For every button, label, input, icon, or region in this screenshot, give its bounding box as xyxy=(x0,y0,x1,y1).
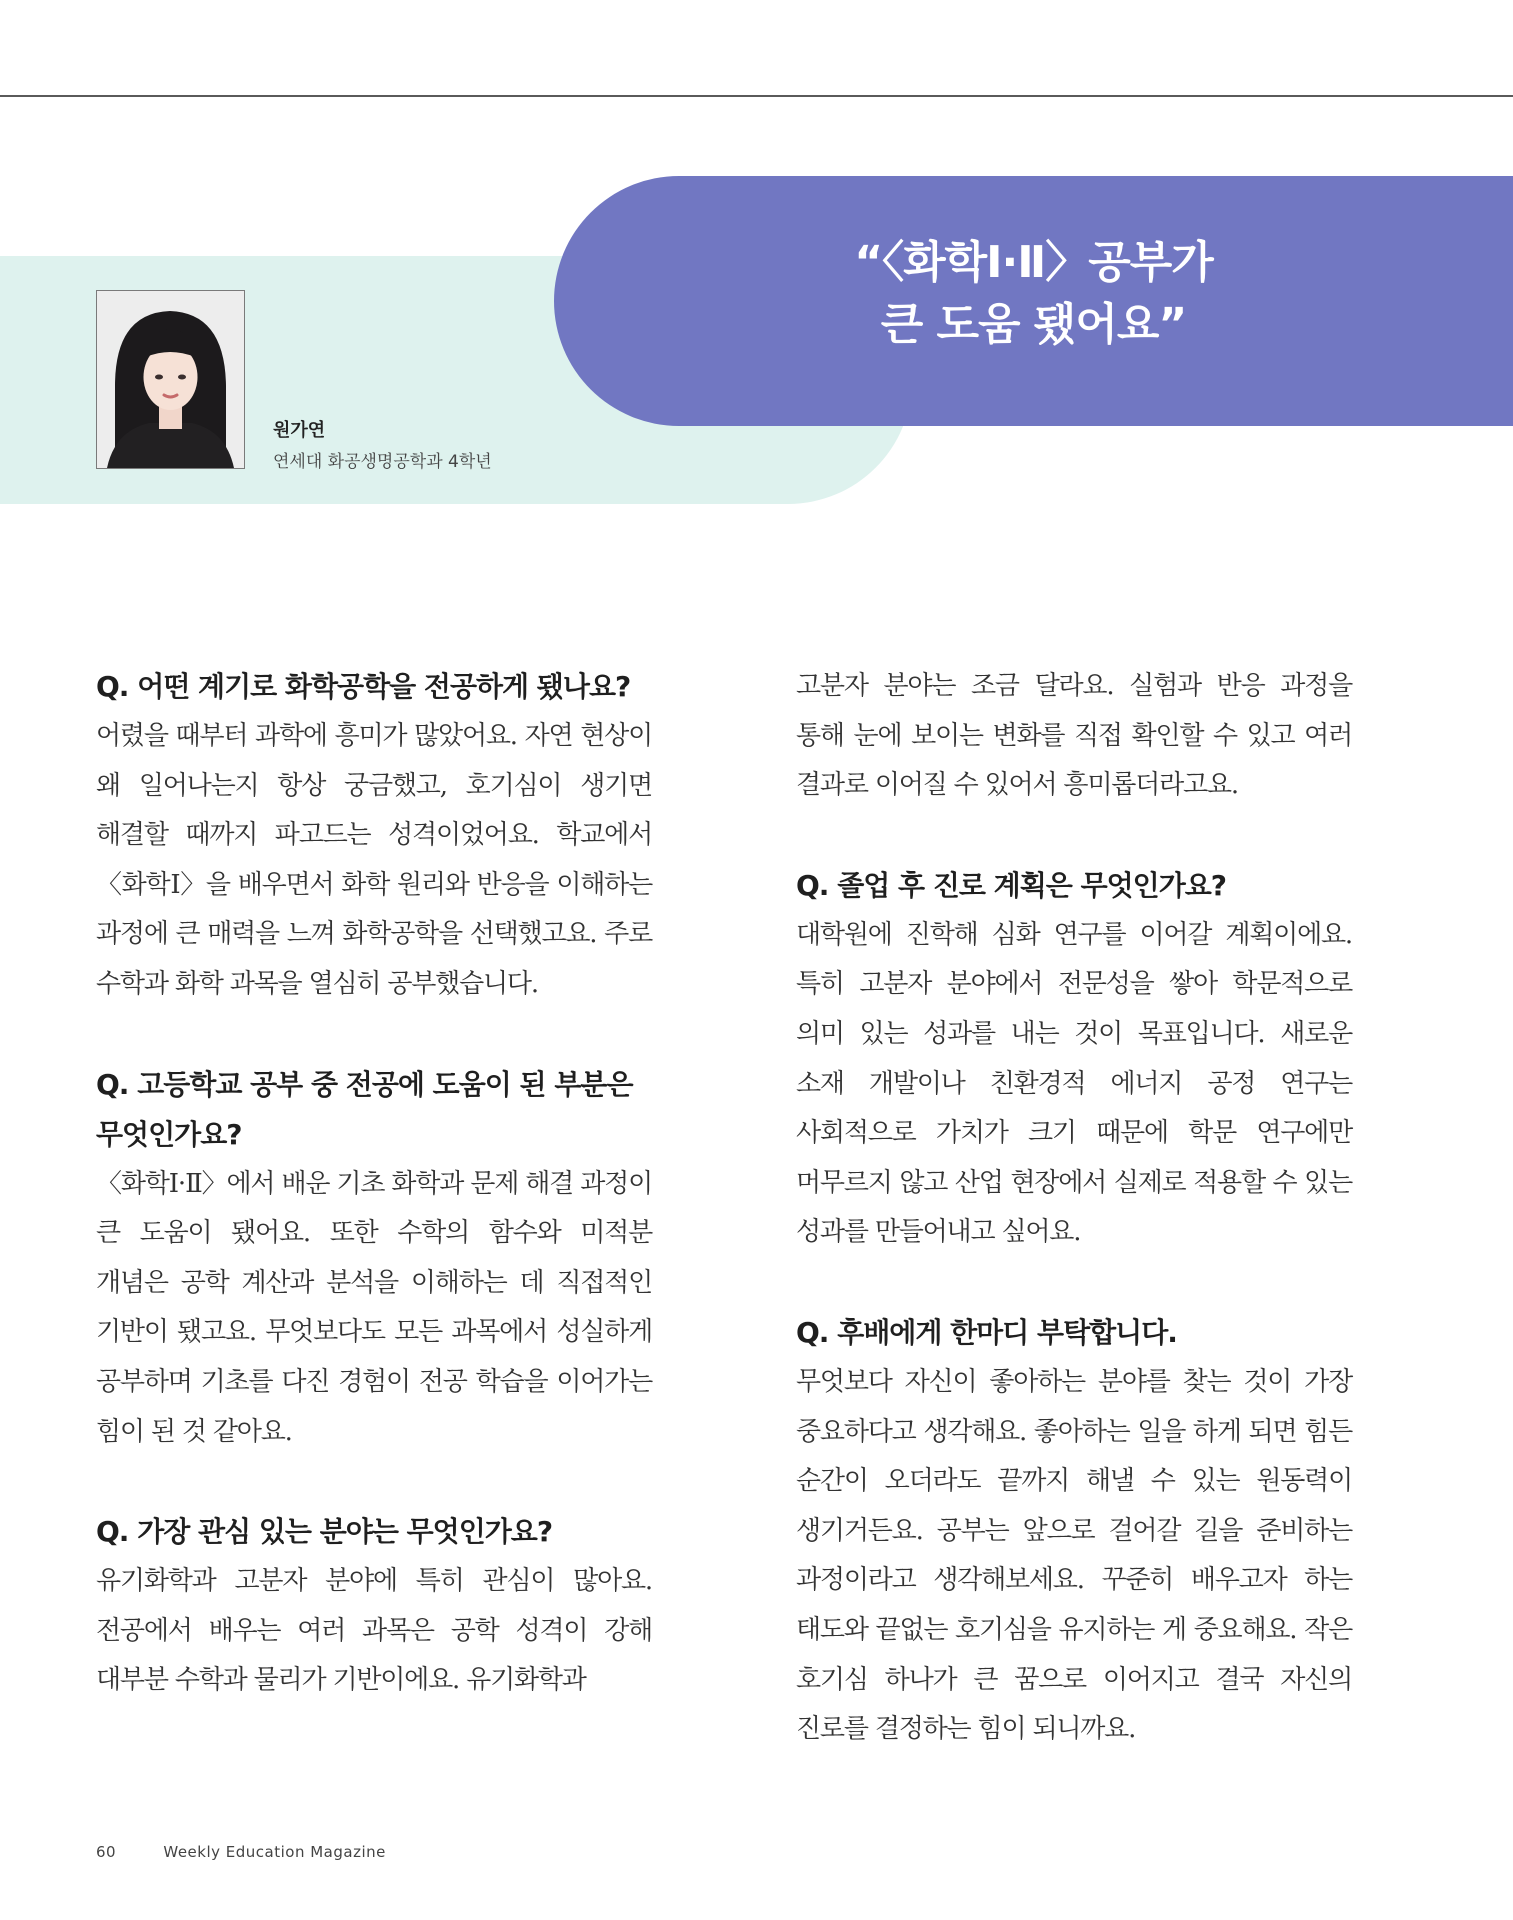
question: Q. 졸업 후 진로 계획은 무엇인가요? xyxy=(796,868,1227,902)
headline xyxy=(554,232,1513,356)
question: Q. 가장 관심 있는 분야는 무엇인가요? xyxy=(96,1515,553,1549)
left-column xyxy=(96,662,652,1756)
answer: 대학원에 진학해 심화 연구를 이어갈 계획이에요. 특히 고분자 분야에서 전문성을 쌓아 학문적으로 의미 있는 성과를 내는 것이 목표입니다. 새로운 소재 개발이나 친환경적 에너지 공정 연구는 사회적으로 가치가 크기 때문에 학문 연구에만 머무르지 않고 산업 현장에서 실제로 적용할 수 있는 성과를 만들어내고 싶어요. xyxy=(796,919,1352,1248)
publication-name: Weekly Education Magazine xyxy=(163,1843,386,1861)
top-rule xyxy=(0,95,1513,97)
right-column xyxy=(796,662,1352,1805)
answer: 유기화학과 고분자 분야에 특히 관심이 많아요. 전공에서 배우는 여러 과목은 공학 성격이 강해 대부분 수학과 물리가 기반이에요. 유기화학과 xyxy=(96,1566,652,1696)
answer: 무엇보다 자신이 좋아하는 분야를 찾는 것이 가장 중요하다고 생각해요. 좋아하는 일을 하게 되면 힘든 순간이 오더라도 끝까지 해낼 수 있는 원동력이 생기거든요. 공부는 앞으로 걸어갈 길을 준비하는 과정이라고 생각해보세요. 꾸준히 배우고자 하는 태도와 끝없는 호기심을 유지하는 게 중요해요. 작은 호기심 하나가 큰 꿈으로 이어지고 결국 자신의 진로를 결정하는 힘이 되니까요. xyxy=(796,1366,1352,1745)
answer: 고분자 분야는 조금 달라요. 실험과 반응 과정을 통해 눈에 보이는 변화를 직접 확인할 수 있고 여러 결과로 이어질 수 있어서 흥미롭더라고요. xyxy=(796,671,1352,801)
qa-item xyxy=(96,1507,652,1706)
answer: 〈화학Ⅰ·Ⅱ〉에서 배운 기초 화학과 문제 해결 과정이 큰 도움이 됐어요. 또한 수학의 함수와 미적분 개념은 공학 계산과 분석을 이해하는 데 직접적인 기반이 됐고요. 무엇보다도 모든 과목에서 성실하게 공부하며 기초를 다진 경험이 전공 학습을 이어가는 힘이 된 것 같아요. xyxy=(96,1168,652,1447)
qa-item-continued xyxy=(796,662,1352,811)
answer: 어렸을 때부터 과학에 흥미가 많았어요. 자연 현상이 왜 일어나는지 항상 궁금했고, 호기심이 생기면 해결할 때까지 파고드는 성격이었어요. 학교에서 〈화학Ⅰ〉을 배우면서 화학 원리와 반응을 이해하는 과정에 큰 매력을 느껴 화학공학을 선택했고요. 주로 수학과 화학 과목을 열심히 공부했습니다. xyxy=(96,721,652,999)
profile-photo xyxy=(96,290,245,469)
qa-item xyxy=(796,861,1352,1258)
page-footer xyxy=(96,1843,386,1861)
page-number: 60 xyxy=(96,1843,117,1861)
qa-item xyxy=(96,662,652,1010)
qa-item xyxy=(96,1060,652,1458)
portrait-illustration xyxy=(97,291,244,468)
interviewee-affiliation: 연세대 화공생명공학과 4학년 xyxy=(273,452,492,472)
question: Q. 후배에게 한마디 부탁합니다. xyxy=(796,1315,1177,1349)
headline-line-1: “〈화학Ⅰ·Ⅱ〉공부가 xyxy=(854,237,1213,288)
headline-line-2: 큰 도움 됐어요” xyxy=(880,299,1187,350)
question: Q. 고등학교 공부 중 전공에 도움이 된 부분은 무엇인가요? xyxy=(96,1067,633,1151)
question: Q. 어떤 계기로 화학공학을 전공하게 됐나요? xyxy=(96,670,631,703)
qa-item xyxy=(796,1308,1352,1755)
interviewee-name: 원가연 xyxy=(273,420,326,441)
